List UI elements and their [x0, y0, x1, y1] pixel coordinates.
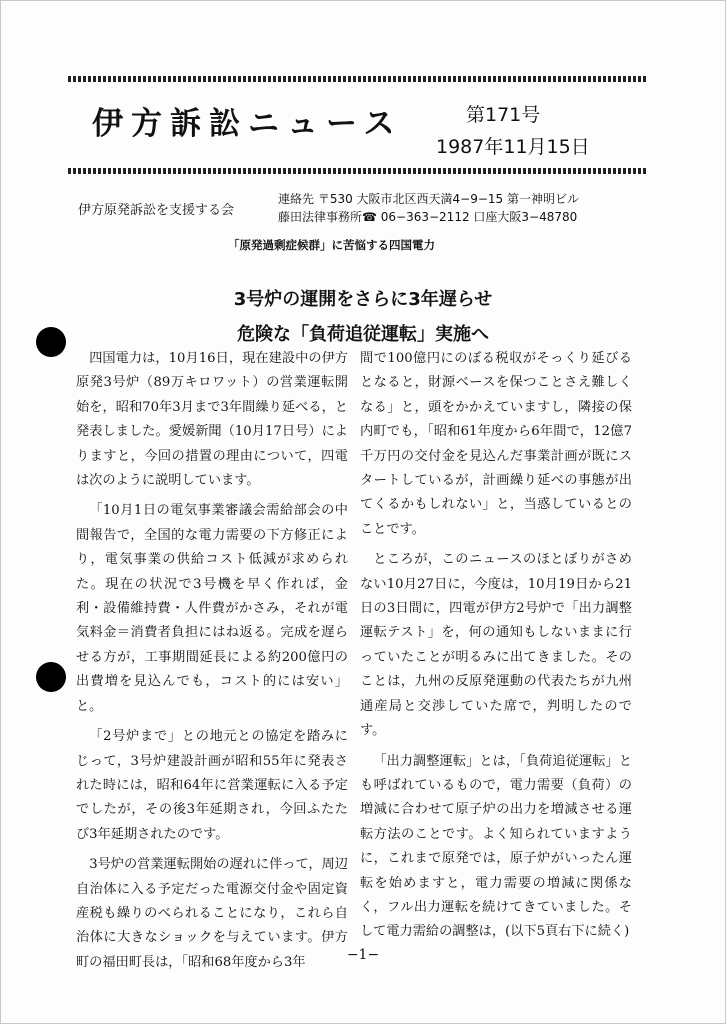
- page-number: −1−: [346, 947, 380, 963]
- headline-primary: 3号炉の運開をさらに3年遅らせ: [233, 289, 493, 310]
- punch-hole-top: [36, 327, 66, 357]
- paragraph: 3号炉の営業運転開始の遅れに伴って，周辺自治体に入る予定だった電源交付金や固定資産税も繰りのべられることになり，これら自治体に大きなショックを与えています。伊方町の福田町長は，「昭和68年度から3年: [76, 857, 348, 970]
- organization-name: 伊方原発訴訟を支援する会: [78, 203, 235, 218]
- paragraph-continuation: 間で100億円にのぼる税収がそっくり延びるとなると，財源ベースを保つことさえ難しくなる」と，頭をかかえていますし，隣接の保内町でも，「昭和61年度から6年間で，12億7千万円の交付金を見込んだ事業計画が既にスタートしているが，計画繰り延べの事態が出てくるかもしれない」と，当惑しているとのことです。: [360, 351, 632, 537]
- issue-number: 第171号: [466, 104, 541, 126]
- issue-date: 1987年11月15日: [436, 136, 590, 158]
- article-kicker: 「原発過剰症候群」に苦悩する四国電力: [228, 238, 435, 252]
- contact-phone: 藤田法律事務所☎ 06−363−2112 口座大阪3−48780: [278, 210, 578, 224]
- contact-address: 連絡先 〒530 大阪市北区西天満4−9−15 第一神明ビル: [278, 192, 579, 206]
- newsletter-title: 伊方訴訟ニュース: [92, 106, 403, 142]
- paragraph: 「10月1日の電気事業審議会需給部会の中間報告で，全国的な電力需要の下方修正により，電気事業の供給コスト低減が求められた。現在の状況で3号機を早く作れば，金利・設備維持費・人件費がかさみ，それが電気料金＝消費者負担にはね返る。完成を遅らせる方が，工事期間延長による約200億円の出費増を見込んでも，コスト的には安い」と。: [76, 503, 348, 714]
- dotted-rule-top: [68, 76, 646, 82]
- paragraph: 「出力調整運転」とは，「負荷追従運転」とも呼ばれているもので，電力需要（負荷）の増減に合わせて原子炉の出力を増減させる運転方法のことです。よく知られていますように，これまで原発では，原子炉がいったん運転を始めますと，電力需要の増減に関係なく，フル出力運転を続けてきていました。そして電力需給の調整は，(以下5頁右下に続く): [360, 753, 632, 940]
- article-column-left: [76, 347, 348, 981]
- dotted-rule-bottom: [68, 168, 646, 174]
- article-column-right: [360, 347, 632, 951]
- paragraph: 四国電力は，10月16日，現在建設中の伊方原発3号炉（89万キロワット）の営業運転開始を，昭和70年3月まで3年間繰り延べる，と発表しました。愛媛新聞（10月17日号）によりますと，今回の措置の理由について，四電は次のように説明しています。: [76, 351, 348, 489]
- paragraph: 「2号炉まで」との地元との協定を踏みにじって，3号炉建設計画が昭和55年に発表された時には，昭和64年に営業運転に入る予定でしたが，その後3年延期され，今回ふたたび3年延期されたのです。: [76, 729, 348, 842]
- paragraph: ところが，このニュースのほとぼりがさめない10月27日に，今度は，10月19日から21日の3日間に，四電が伊方2号炉で「出力調整運転テスト」を，何の通知もしないままに行っていたことが明るみに出てきました。そのことは，九州の反原発運動の代表たちが九州通産局と交渉していた席で，判明したのです。: [360, 552, 632, 739]
- punch-hole-bottom: [36, 662, 66, 692]
- headline-secondary: 危険な「負荷追従運転」実施へ: [237, 324, 489, 345]
